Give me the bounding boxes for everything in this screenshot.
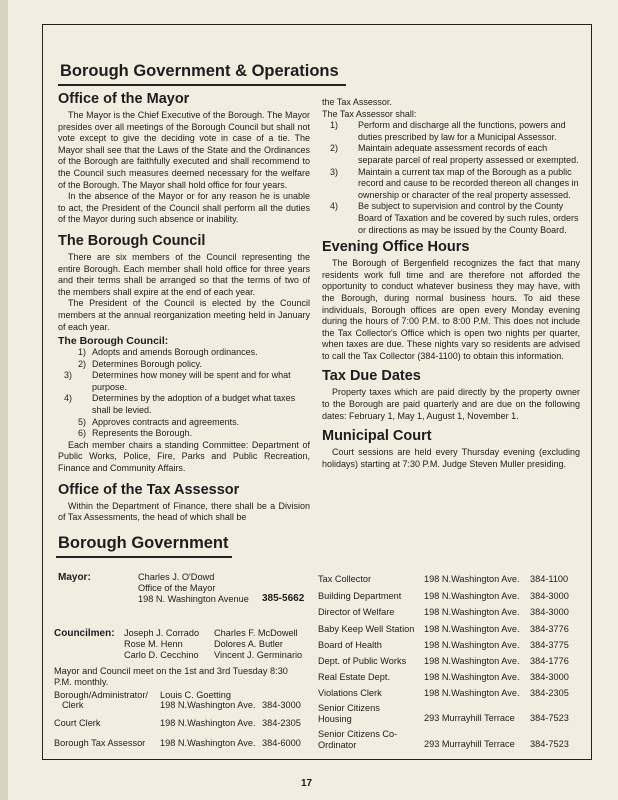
mayor-heading: Office of the Mayor <box>58 91 190 107</box>
councilman-name: Joseph J. Corrado <box>124 628 200 638</box>
assessor-paragraph-1: Within the Department of Finance, there shall be a Division of Tax Assessments, the head of which shall be <box>58 500 310 523</box>
entry-phone: 384-2305 <box>530 688 569 698</box>
municipal-court-heading: Municipal Court <box>322 428 432 445</box>
mayor-name: Charles J. O'Dowd <box>138 572 215 582</box>
entry-address: 198 N.Washington Ave. <box>424 672 520 682</box>
council-paragraph-1: There are six members of the Council representing the entire Borough. Each member shall hold office for three years and their terms shall be arranged so that the terms of two of the members shall expire at the end of each year. <box>58 251 310 297</box>
councilman-name: Dolores A. Butler <box>214 639 283 649</box>
council-meeting-note: Mayor and Council meet on the 1st and 3rd Tuesday 8:30 P.M. monthly. <box>54 666 288 687</box>
council-paragraph-2: The President of the Council is elected by the Council members at the annual reorganization meeting held in January of each year. <box>58 298 310 332</box>
entry-phone: 384-3000 <box>530 607 569 617</box>
entry-address: 198 N.Washington Ave. <box>424 640 520 650</box>
entry-address: 293 Murrayhill Terrace <box>424 713 515 723</box>
section-title-directory: Borough Government <box>58 534 229 552</box>
tax-due-heading: Tax Due Dates <box>322 368 421 385</box>
directory-title-rule <box>56 556 232 558</box>
entry-address: 198 N.Washington Ave. <box>160 738 256 748</box>
councilman-name: Charles F. McDowell <box>214 628 298 638</box>
list-item: 1) Perform and discharge all the functions, powers and duties prescribed by law for a Municipal Assessor. <box>330 120 566 142</box>
entry-phone: 384-3000 <box>530 591 569 601</box>
entry-phone: 384-1776 <box>530 656 569 666</box>
page-binding-edge <box>0 0 8 800</box>
council-paragraph-3: Each member chairs a standing Committee: Department of Public Works, Police, Fire, Parks and Public Recreation, Finance and Community Affairs. <box>58 439 310 474</box>
right-column <box>322 97 580 470</box>
entry-address: 198 N.Washington Ave. <box>424 574 520 584</box>
entry-name: Senior Citizens Housing <box>318 703 380 724</box>
entry-phone: 384-1100 <box>530 574 569 584</box>
entry-address: 198 N.Washington Ave. <box>424 656 520 666</box>
list-item: 4) Determines by the adoption of a budget what taxes shall be levied. <box>64 393 296 416</box>
list-item: 3) Determines how money will be spent and for what purpose. <box>64 370 291 392</box>
entry-name: Real Estate Dept. <box>318 672 391 682</box>
section-title-rule <box>58 84 346 86</box>
entry-name: Director of Welfare <box>318 607 395 617</box>
councilman-name: Vincent J. Germinario <box>214 650 303 660</box>
mayor-address: 198 N. Washington Avenue <box>138 594 249 604</box>
list-item: 3) Maintain a current tax map of the Borough as a public record and cause to be recorded thereon all changes in ownership or character of the real property assessed. <box>330 166 579 200</box>
entry-name: Borough Tax Assessor <box>54 738 146 748</box>
council-heading: The Borough Council <box>58 232 206 249</box>
entry-phone: 384-3775 <box>530 640 569 650</box>
page-number: 17 <box>301 778 313 789</box>
entry-phone: 384-3000 <box>530 672 569 682</box>
left-column <box>58 91 310 524</box>
entry-address: 198 N.Washington Ave. <box>424 624 520 634</box>
entry-address: 198 N.Washington Ave. <box>160 700 256 710</box>
list-item: 5) Approves contracts and agreements. <box>78 416 240 427</box>
entry-address: 198 N.Washington Ave. <box>424 688 520 698</box>
list-item: 4) Be subject to supervision and control by the County Board of Taxation and be covered by such rules, orders or directions as may be issued by the County Board. <box>330 201 579 235</box>
assessor-duties-list <box>322 120 580 236</box>
entry-phone: 384-6000 <box>262 738 301 748</box>
section-title-operations: Borough Government & Operations <box>60 62 339 80</box>
evening-hours-paragraph: The Borough of Bergenfield recognizes the fact that many residents work full time and are therefore not afforded the opportunity to conduct whatever business they may have, with the Borough, during normal business hours. To aid these individuals, Borough offices are open every Monday evening during the hours of 7:00 P.M. to 8:00 P.M. This does not include the Tax Collector's Office which is open two nights per quarter, when taxes are due. These nights vary so residents are advised to call the Tax Collector (384-1100) to obtain this information. <box>322 258 580 361</box>
list-item: 1) Adopts and amends Borough ordinances. <box>78 347 258 358</box>
entry-name: Dept. of Public Works <box>318 656 407 666</box>
entry-name: Building Department <box>318 591 402 601</box>
entry-phone: 384-3776 <box>530 624 569 634</box>
mayor-phone: 385-5662 <box>262 593 305 604</box>
entry-name: Court Clerk <box>54 718 101 728</box>
list-item: 2) Maintain adequate assessment records of each separate parcel of real property assessed or exempted. <box>330 143 579 165</box>
assessor-paragraph-1-continued: the Tax Assessor. <box>322 97 392 107</box>
entry-address: 198 N.Washington Ave. <box>424 591 520 601</box>
councilman-name: Rose M. Henn <box>124 639 183 649</box>
council-subheading: The Borough Council: <box>58 335 169 348</box>
mayor-label: Mayor: <box>58 572 91 583</box>
entry-name: Clerk <box>62 700 84 710</box>
assessor-subheading: The Tax Assessor shall: <box>322 108 417 119</box>
tax-due-paragraph: Property taxes which are paid directly by the property owner to the Borough are paid quarterly and are due on the following dates: February 1, May 1, August 1, November 1. <box>322 387 580 421</box>
council-duties-list <box>58 347 310 440</box>
entry-name: Borough/Administrator/ <box>54 690 148 700</box>
list-item: 2) Determines Borough policy. <box>78 358 202 369</box>
entry-name: Senior Citizens Co-Ordinator <box>318 729 398 750</box>
councilman-name: Carlo D. Cecchino <box>124 650 199 660</box>
mayor-office: Office of the Mayor <box>138 583 216 593</box>
entry-address: 293 Murrayhill Terrace <box>424 739 515 749</box>
councilmen-label: Councilmen: <box>54 628 115 639</box>
evening-hours-heading: Evening Office Hours <box>322 239 470 256</box>
entry-phone: 384-7523 <box>530 739 569 749</box>
mayor-paragraph-1: The Mayor is the Chief Executive of the Borough. The Mayor presides over all meetings of the Borough Council but shall not vote except to give the deciding vote in case of a tie. The Mayor shall see that the Laws of the State and the Ordinances of the Borough are faithfully executed and shall recommend to the Council such measures deemed necessary for the welfare of the Borough. The Mayor shall hold office for four years. <box>58 110 310 190</box>
assessor-heading: Office of the Tax Assessor <box>58 481 240 498</box>
entry-address: 198 N.Washington Ave. <box>160 718 256 728</box>
entry-phone: 384-7523 <box>530 713 569 723</box>
entry-address: 198 N.Washington Ave. <box>424 607 520 617</box>
entry-name: Board of Health <box>318 640 382 650</box>
entry-phone: 384-3000 <box>262 700 301 710</box>
list-item: 6) Represents the Borough. <box>78 428 193 439</box>
entry-phone: 384-2305 <box>262 718 301 728</box>
entry-name: Tax Collector <box>318 574 372 584</box>
municipal-court-paragraph: Court sessions are held every Thursday evening (excluding holidays) starting at 7:30 P.M. Judge Steven Muller presiding. <box>322 447 580 469</box>
entry-name: Violations Clerk <box>318 688 382 698</box>
entry-name: Baby Keep Well Station <box>318 624 415 634</box>
mayor-paragraph-2: In the absence of the Mayor or for any reason he is unable to act, the President of the Council shall perform all the duties of the Mayor during such absence or inability. <box>58 191 310 225</box>
entry-person: Louis C. Goetting <box>160 690 231 700</box>
